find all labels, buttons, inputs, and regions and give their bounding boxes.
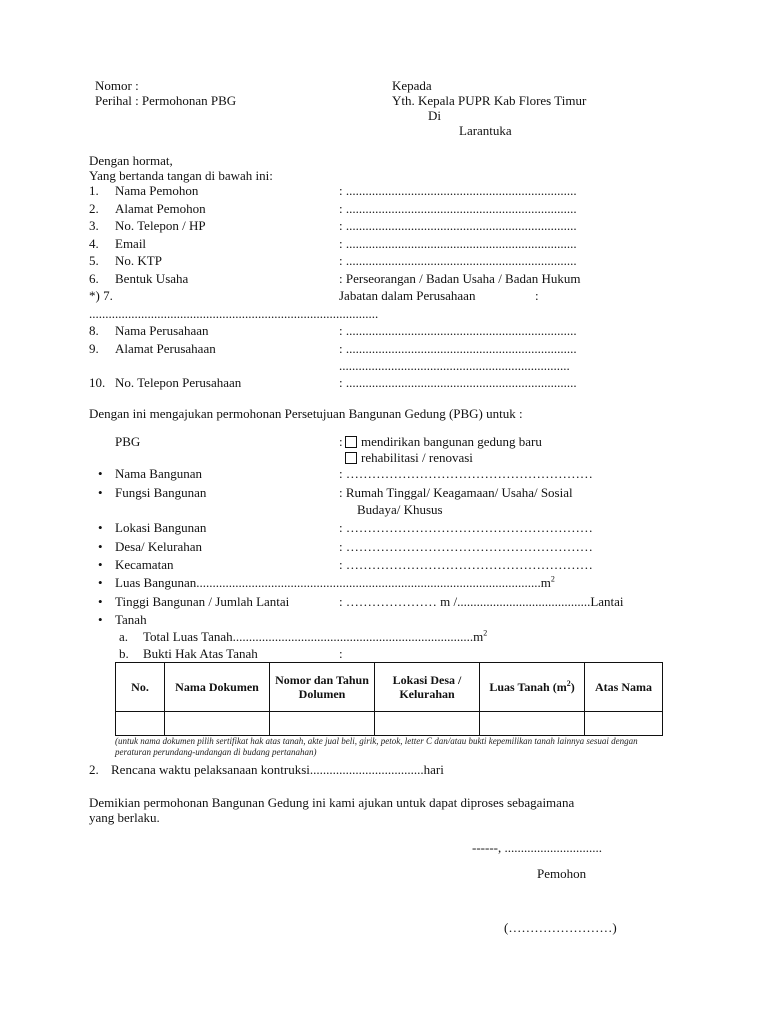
- kecamatan-value[interactable]: : …………………………………………………: [339, 557, 593, 572]
- land-document-table: [115, 662, 663, 736]
- nomor-label: Nomor :: [95, 78, 139, 93]
- bullet-icon: •: [98, 557, 103, 572]
- fungsi-bangunan-label: Fungsi Bangunan: [115, 485, 207, 500]
- field-label-telepon-perusahaan: No. Telepon Perusahaan: [115, 375, 242, 390]
- item7-label: *) 7.: [89, 288, 113, 303]
- jabatan-value[interactable]: .........................................................................................: [89, 306, 379, 321]
- column-header: Atas Nama: [585, 663, 663, 712]
- field-value-alamat-pemohon[interactable]: : .......................................................................: [339, 201, 577, 216]
- di-label: Di: [428, 108, 441, 123]
- field-value-ktp[interactable]: : .......................................................................: [339, 253, 577, 268]
- recipient-title: Yth. Kepala PUPR Kab Flores Timur: [392, 93, 587, 108]
- item-number: 10.: [89, 375, 106, 390]
- jabatan-colon: :: [535, 288, 539, 303]
- field-value-alamat-perusahaan-2[interactable]: .......................................................................: [339, 358, 570, 373]
- fungsi-bangunan-value[interactable]: : Rumah Tinggal/ Keagamaan/ Usaha/ Sosial: [339, 485, 573, 500]
- option-new-building[interactable]: [345, 434, 542, 449]
- greeting: Dengan hormat,: [89, 153, 173, 168]
- option-new-building-label: mendirikan bangunan gedung baru: [361, 434, 542, 449]
- lokasi-bangunan-label: Lokasi Bangunan: [115, 520, 207, 535]
- item-number: 9.: [89, 341, 99, 356]
- table-cell[interactable]: [480, 712, 585, 736]
- signature-field[interactable]: (……………………): [504, 920, 617, 935]
- item-number: 6.: [89, 271, 99, 286]
- field-value-telepon-perusahaan[interactable]: : .......................................................................: [339, 375, 577, 390]
- item-number: 4.: [89, 236, 99, 251]
- bullet-icon: •: [98, 612, 103, 627]
- table-cell[interactable]: [270, 712, 375, 736]
- total-luas-tanah-label: Total Luas Tanah..........................................................................m: [143, 629, 484, 644]
- tanah-label: Tanah: [115, 612, 147, 627]
- field-label-nama-pemohon: Nama Pemohon: [115, 183, 199, 198]
- pemohon-label: Pemohon: [537, 866, 587, 881]
- bullet-icon: •: [98, 485, 103, 500]
- closing-line-1: Demikian permohonan Bangunan Gedung ini kami ajukan untuk dapat diproses sebagaimana: [89, 795, 575, 810]
- tinggi-bangunan-label: Tinggi Bangunan / Jumlah Lantai: [115, 594, 290, 609]
- field-value-bentuk-usaha[interactable]: : Perseorangan / Badan Usaha / Badan Hukum: [339, 271, 581, 286]
- request-statement: Dengan ini mengajukan permohonan Persetujuan Bangunan Gedung (PBG) untuk :: [89, 406, 523, 421]
- rencana-waktu-field[interactable]: Rencana waktu pelaksanaan kontruksi...................................hari: [111, 762, 444, 777]
- table-note: (untuk nama dokumen pilih sertifikat hak atas tanah, akte jual beli, girik, petok, letter C dan/atau bukti kepemilikan tanah lainnya sesuai dengan peraturan perundang-undangan di budang pertanahan): [115, 736, 638, 757]
- recipient-city: Larantuka: [459, 123, 512, 138]
- kecamatan-label: Kecamatan: [115, 557, 174, 572]
- item-number: 8.: [89, 323, 99, 338]
- checkbox-new-building[interactable]: [345, 436, 357, 448]
- closing-line-2: yang berlaku.: [89, 810, 160, 825]
- field-label-alamat-pemohon: Alamat Pemohon: [115, 201, 206, 216]
- bullet-icon: •: [98, 520, 103, 535]
- nama-bangunan-label: Nama Bangunan: [115, 466, 203, 481]
- column-header: Lokasi Desa / Kelurahan: [375, 663, 480, 712]
- field-value-nama-perusahaan[interactable]: : .......................................................................: [339, 323, 577, 338]
- jabatan-label: Jabatan dalam Perusahaan: [339, 288, 476, 303]
- column-header: Nama Dokumen: [165, 663, 270, 712]
- kepada-label: Kepada: [392, 78, 432, 93]
- option-renovation[interactable]: [345, 450, 473, 465]
- column-header-luas: [480, 663, 585, 712]
- tinggi-bangunan-value[interactable]: : ………………… m /.........................................Lantai: [339, 594, 624, 609]
- tanah-a-number: a.: [119, 629, 129, 644]
- field-label-telepon: No. Telepon / HP: [115, 218, 206, 233]
- bullet-icon: •: [98, 594, 103, 609]
- bukti-hak-colon: :: [339, 646, 343, 661]
- column-header: Nomor dan Tahun Dolumen: [270, 663, 375, 712]
- item2-number: 2.: [89, 762, 99, 777]
- item-number: 2.: [89, 201, 99, 216]
- nama-bangunan-value[interactable]: : …………………………………………………: [339, 466, 593, 481]
- total-luas-tanah-field[interactable]: [143, 629, 487, 644]
- place-date-field[interactable]: ------, ..............................: [472, 840, 602, 855]
- pbg-colon: :: [339, 434, 343, 449]
- item-number: 5.: [89, 253, 99, 268]
- column-header-close: ): [570, 680, 575, 694]
- option-renovation-label: rehabilitasi / renovasi: [361, 450, 473, 465]
- table-cell[interactable]: [585, 712, 663, 736]
- bullet-icon: •: [98, 539, 103, 554]
- unit-superscript: 2: [483, 628, 488, 638]
- checkbox-renovation[interactable]: [345, 452, 357, 464]
- desa-kelurahan-label: Desa/ Kelurahan: [115, 539, 202, 554]
- field-label-email: Email: [115, 236, 147, 251]
- field-value-telepon[interactable]: : .......................................................................: [339, 218, 577, 233]
- item-number: 3.: [89, 218, 99, 233]
- field-label-nama-perusahaan: Nama Perusahaan: [115, 323, 209, 338]
- intro-line: Yang bertanda tangan di bawah ini:: [89, 168, 273, 183]
- pbg-label: PBG: [115, 434, 141, 449]
- fungsi-bangunan-value-2[interactable]: Budaya/ Khusus: [357, 502, 443, 517]
- table-cell[interactable]: [165, 712, 270, 736]
- field-value-email[interactable]: : .......................................................................: [339, 236, 577, 251]
- field-value-nama-pemohon[interactable]: : .......................................................................: [339, 183, 577, 198]
- field-value-alamat-perusahaan[interactable]: : .......................................................................: [339, 341, 577, 356]
- bullet-icon: •: [98, 466, 103, 481]
- tanah-b-number: b.: [119, 646, 129, 661]
- table-cell[interactable]: [375, 712, 480, 736]
- item-number: 1.: [89, 183, 99, 198]
- bukti-hak-label: Bukti Hak Atas Tanah: [143, 646, 258, 661]
- field-label-bentuk-usaha: Bentuk Usaha: [115, 271, 189, 286]
- perihal-label: Perihal : Permohonan PBG: [95, 93, 237, 108]
- table-header-row: [116, 663, 663, 712]
- unit-superscript: 2: [566, 679, 571, 688]
- luas-bangunan-field[interactable]: [115, 575, 555, 590]
- table-cell[interactable]: [116, 712, 165, 736]
- luas-bangunan-label: Luas Bangunan..........................................................................................................m: [115, 575, 551, 590]
- lokasi-bangunan-value[interactable]: : …………………………………………………: [339, 520, 593, 535]
- field-label-ktp: No. KTP: [115, 253, 162, 268]
- field-label-alamat-perusahaan: Alamat Perusahaan: [115, 341, 216, 356]
- desa-kelurahan-value[interactable]: : …………………………………………………: [339, 539, 593, 554]
- table-row: [116, 712, 663, 736]
- column-header-text: Luas Tanah (m: [489, 680, 567, 694]
- bullet-icon: •: [98, 575, 103, 590]
- column-header: No.: [116, 663, 165, 712]
- unit-superscript: 2: [550, 574, 555, 584]
